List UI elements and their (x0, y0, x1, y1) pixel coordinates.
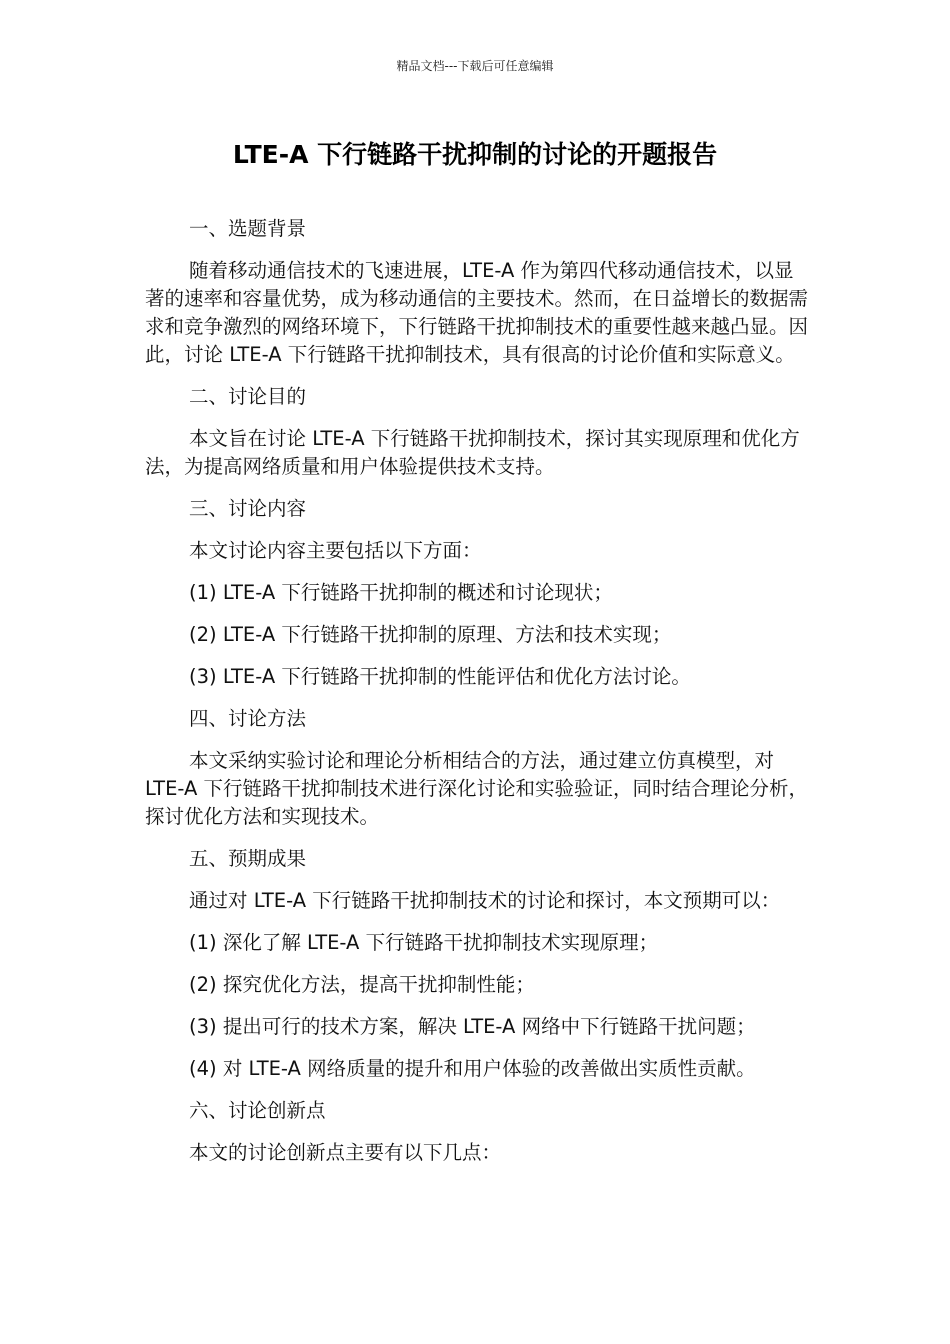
background-paragraph: 随着移动通信技术的飞速进展，LTE-A 作为第四代移动通信技术，以显著的速率和容量优势，成为移动通信的主要技术。然而，在日益增长的数据需求和竞争激烈的网络环境下，下行链路干扰抑制技术的重要性越来越凸显。因此，讨论 LTE-A 下行链路干扰抑制技术，具有很高的讨论价值和实际意义。 (145, 259, 809, 366)
expected-results-list-item: (4) 对 LTE-A 网络质量的提升和用户体验的改善做出实质性贡献。 (189, 1057, 756, 1080)
section-heading-method: 四、讨论方法 (189, 707, 307, 730)
expected-results-list-item: (3) 提出可行的技术方案，解决 LTE-A 网络中下行链路干扰问题； (189, 1015, 756, 1038)
content-intro: 本文讨论内容主要包括以下方面： (189, 539, 482, 562)
document-title: LTE-A 下行链路干扰抑制的讨论的开题报告 (232, 140, 718, 169)
section-heading-innovation: 六、讨论创新点 (189, 1099, 326, 1122)
expected-results-intro: 通过对 LTE-A 下行链路干扰抑制技术的讨论和探讨，本文预期可以： (189, 889, 781, 912)
expected-results-list-item: (1) 深化了解 LTE-A 下行链路干扰抑制技术实现原理； (189, 931, 659, 954)
page-header-watermark: 精品文档---下载后可任意编辑 (396, 59, 554, 73)
document-body (145, 215, 810, 1181)
section-heading-background: 一、选题背景 (189, 217, 307, 240)
content-list-item: (2) LTE-A 下行链路干扰抑制的原理、方法和技术实现； (189, 623, 672, 646)
section-heading-purpose: 二、讨论目的 (189, 385, 307, 408)
section-heading-content: 三、讨论内容 (189, 497, 307, 520)
innovation-intro: 本文的讨论创新点主要有以下几点： (189, 1141, 502, 1164)
content-list-item: (3) LTE-A 下行链路干扰抑制的性能评估和优化方法讨论。 (189, 665, 691, 688)
expected-results-list-item: (2) 探究优化方法，提高干扰抑制性能； (189, 973, 535, 996)
content-list-item: (1) LTE-A 下行链路干扰抑制的概述和讨论现状； (189, 581, 613, 604)
purpose-paragraph: 本文旨在讨论 LTE-A 下行链路干扰抑制技术，探讨其实现原理和优化方法，为提高网络质量和用户体验提供技术支持。 (145, 427, 800, 478)
section-heading-expected-results: 五、预期成果 (189, 847, 307, 870)
method-paragraph: 本文采纳实验讨论和理论分析相结合的方法，通过建立仿真模型，对 LTE-A 下行链路干扰抑制技术进行深化讨论和实验验证，同时结合理论分析，探讨优化方法和实现技术。 (145, 749, 809, 828)
